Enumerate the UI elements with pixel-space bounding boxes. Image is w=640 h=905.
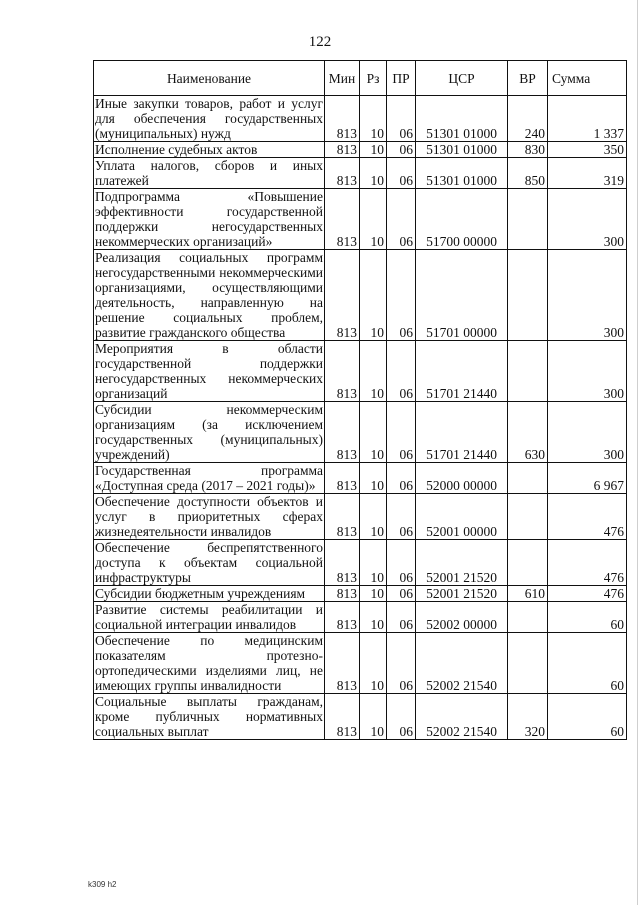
row-name: Уплата налогов, сборов и иных платежей [95, 158, 323, 188]
row-rz: 10 [360, 96, 387, 142]
row-vr: 320 [508, 694, 548, 740]
row-csr: 52002 21540 [416, 694, 508, 740]
header-csr: ЦСР [416, 61, 508, 96]
row-sum: 300 [548, 250, 627, 341]
table-row [94, 494, 627, 540]
row-name: Исполнение судебных актов [94, 142, 325, 158]
row-csr: 51301 01000 [416, 158, 508, 189]
header-name: Наименование [94, 61, 325, 96]
row-min: 813 [325, 341, 360, 402]
row-csr: 51701 21440 [416, 402, 508, 463]
row-sum: 319 [548, 158, 627, 189]
row-vr [508, 602, 548, 633]
table-row [94, 694, 627, 740]
row-sum: 350 [548, 142, 627, 158]
row-pr: 06 [387, 402, 416, 463]
row-csr: 52001 00000 [416, 494, 508, 540]
header-sum: Сумма [548, 61, 627, 96]
row-sum: 476 [548, 586, 627, 602]
table-row [94, 402, 627, 463]
row-rz: 10 [360, 540, 387, 586]
row-vr [508, 463, 548, 494]
row-min: 813 [325, 463, 360, 494]
row-rz: 10 [360, 602, 387, 633]
row-pr: 06 [387, 189, 416, 250]
row-min: 813 [325, 633, 360, 694]
row-rz: 10 [360, 633, 387, 694]
row-csr: 52001 21520 [416, 586, 508, 602]
footer-code: k309 h2 [88, 880, 117, 889]
row-name: Социальные выплаты гражданам, кроме публичных нормативных социальных выплат [95, 694, 323, 739]
row-min: 813 [325, 250, 360, 341]
row-pr: 06 [387, 602, 416, 633]
row-name: Подпрограмма «Повышение эффективности государственной поддержки негосударственных некоммерческих организаций» [95, 189, 323, 249]
scan-edge-line [637, 0, 638, 905]
row-vr [508, 189, 548, 250]
row-sum: 476 [548, 494, 627, 540]
row-pr: 06 [387, 586, 416, 602]
row-csr: 51700 00000 [416, 189, 508, 250]
row-name: Государственная программа «Доступная среда (2017 – 2021 годы)» [95, 463, 323, 493]
row-rz: 10 [360, 402, 387, 463]
row-sum: 476 [548, 540, 627, 586]
row-name: Обеспечение по медицинским показателям протезно-ортопедическими изделиями лиц, не имеющих группы инвалидности [95, 633, 323, 693]
table-row [94, 96, 627, 142]
row-pr: 06 [387, 633, 416, 694]
row-rz: 10 [360, 189, 387, 250]
row-rz: 10 [360, 341, 387, 402]
row-csr: 52000 00000 [416, 463, 508, 494]
header-vr: ВР [508, 61, 548, 96]
table-row [94, 189, 627, 250]
row-sum: 300 [548, 402, 627, 463]
row-vr: 850 [508, 158, 548, 189]
row-csr: 51301 01000 [416, 142, 508, 158]
row-vr [508, 633, 548, 694]
row-vr: 830 [508, 142, 548, 158]
table-row [94, 586, 627, 602]
row-csr: 52002 00000 [416, 602, 508, 633]
row-name: Субсидии некоммерческим организациям (за исключением государственных (муниципальных) учреждений) [95, 402, 323, 462]
row-sum: 300 [548, 189, 627, 250]
row-rz: 10 [360, 463, 387, 494]
row-sum: 60 [548, 633, 627, 694]
row-vr: 610 [508, 586, 548, 602]
row-vr [508, 250, 548, 341]
row-min: 813 [325, 602, 360, 633]
table-row [94, 142, 627, 158]
row-pr: 06 [387, 540, 416, 586]
row-min: 813 [325, 189, 360, 250]
row-pr: 06 [387, 694, 416, 740]
row-name: Мероприятия в области государственной поддержки негосударственных некоммерческих организаций [95, 341, 323, 401]
row-csr: 52002 21540 [416, 633, 508, 694]
header-pr: ПР [387, 61, 416, 96]
table-row [94, 158, 627, 189]
row-csr: 51301 01000 [416, 96, 508, 142]
row-pr: 06 [387, 341, 416, 402]
table-row [94, 602, 627, 633]
row-name: Реализация социальных программ негосударственными некоммерческими организациями, осуществляющими деятельность, направленную на решение социальных проблем, развитие гражданского общества [95, 250, 323, 340]
table-row [94, 341, 627, 402]
table-row [94, 463, 627, 494]
row-pr: 06 [387, 158, 416, 189]
row-rz: 10 [360, 694, 387, 740]
row-pr: 06 [387, 494, 416, 540]
header-min: Мин [325, 61, 360, 96]
row-rz: 10 [360, 158, 387, 189]
row-name: Субсидии бюджетным учреждениям [94, 586, 325, 602]
row-pr: 06 [387, 96, 416, 142]
row-min: 813 [325, 494, 360, 540]
row-sum: 300 [548, 341, 627, 402]
row-sum: 60 [548, 694, 627, 740]
row-vr: 240 [508, 96, 548, 142]
row-csr: 51701 00000 [416, 250, 508, 341]
row-vr [508, 341, 548, 402]
header-rz: Рз [360, 61, 387, 96]
row-name: Иные закупки товаров, работ и услуг для обеспечения государственных (муниципальных) нужд [95, 96, 323, 141]
row-name: Обеспечение беспрепятственного доступа к объектам социальной инфраструктуры [95, 540, 323, 585]
row-name: Обеспечение доступности объектов и услуг в приоритетных сферах жизнедеятельности инвалидов [95, 494, 323, 539]
row-pr: 06 [387, 142, 416, 158]
row-csr: 51701 21440 [416, 341, 508, 402]
row-rz: 10 [360, 142, 387, 158]
row-min: 813 [325, 694, 360, 740]
row-vr [508, 540, 548, 586]
row-pr: 06 [387, 250, 416, 341]
row-name: Развитие системы реабилитации и социальной интеграции инвалидов [95, 602, 323, 632]
table-row [94, 633, 627, 694]
table-row [94, 250, 627, 341]
row-pr: 06 [387, 463, 416, 494]
table-row [94, 540, 627, 586]
row-vr [508, 494, 548, 540]
row-rz: 10 [360, 586, 387, 602]
row-rz: 10 [360, 494, 387, 540]
row-min: 813 [325, 158, 360, 189]
row-sum: 60 [548, 602, 627, 633]
row-vr: 630 [508, 402, 548, 463]
page-number: 122 [308, 34, 332, 50]
row-sum: 6 967 [548, 463, 627, 494]
table-header-row [94, 61, 627, 96]
row-rz: 10 [360, 250, 387, 341]
row-min: 813 [325, 96, 360, 142]
budget-table [93, 60, 627, 740]
row-min: 813 [325, 540, 360, 586]
row-csr: 52001 21520 [416, 540, 508, 586]
row-min: 813 [325, 402, 360, 463]
row-sum: 1 337 [548, 96, 627, 142]
row-min: 813 [325, 586, 360, 602]
row-min: 813 [325, 142, 360, 158]
